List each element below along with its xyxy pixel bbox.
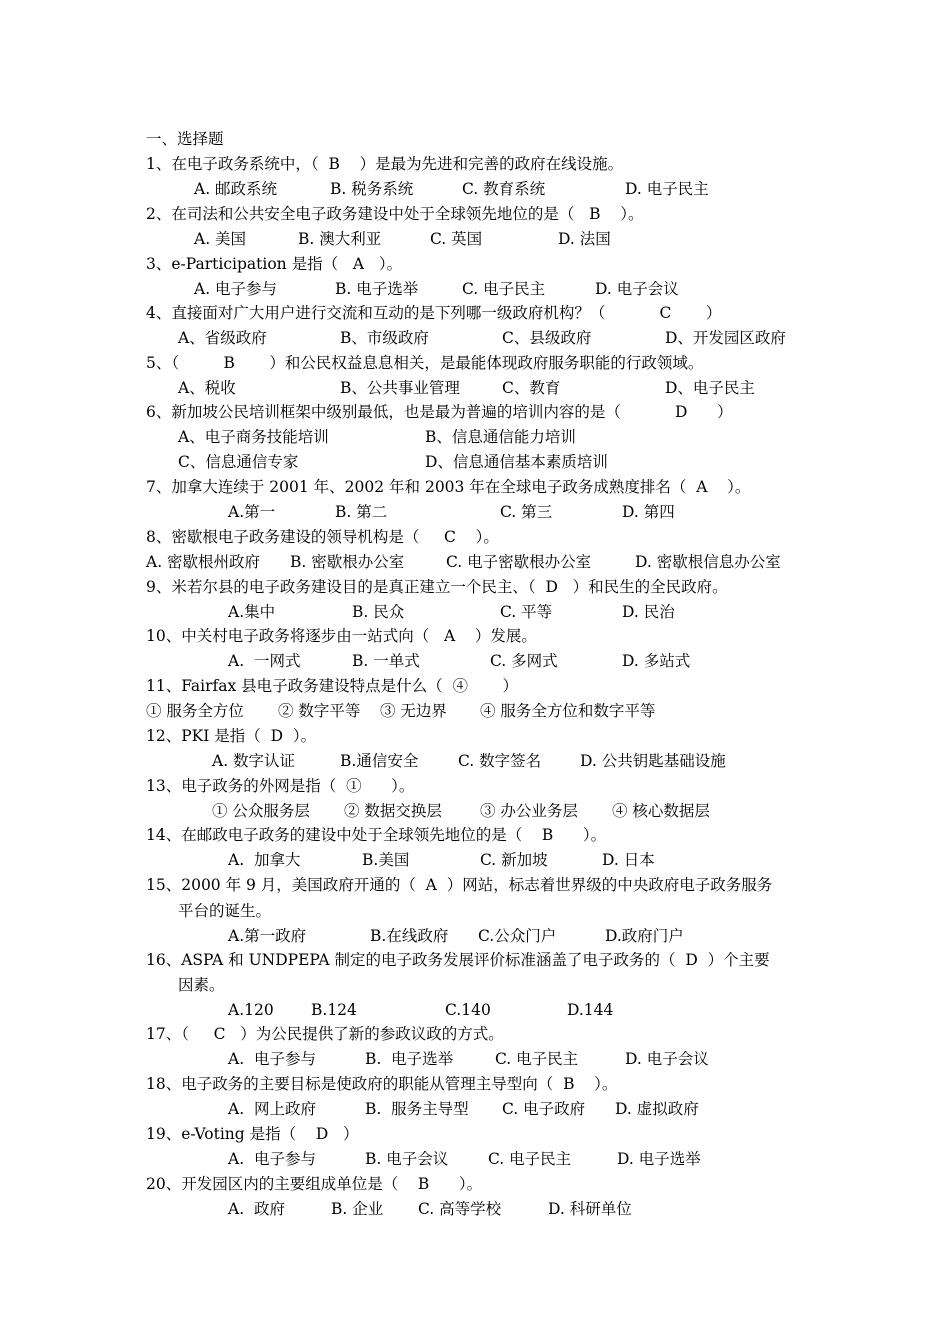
question-3-option-4: D. 电子会议 <box>595 280 679 298</box>
question-14-option-3: C. 新加坡 <box>480 851 548 869</box>
question-16-option-1: A.120 <box>228 1001 274 1019</box>
question-10-option-3: C. 多网式 <box>490 652 558 670</box>
question-8-option-4: D. 密歇根信息办公室 <box>635 553 781 571</box>
question-2-option-4: D. 法国 <box>558 230 611 248</box>
question-12-option-4: D. 公共钥匙基础设施 <box>580 752 726 770</box>
section-title: 一、选择题 <box>146 130 224 148</box>
question-20-option-3: C. 高等学校 <box>418 1200 502 1218</box>
question-17-option-4: D. 电子会议 <box>625 1050 709 1068</box>
question-8-option-3: C. 电子密歇根办公室 <box>446 553 592 571</box>
question-10-stem: 10、中关村电子政务将逐步由一站式向（ A ）发展。 <box>146 627 537 645</box>
question-2-stem: 2、在司法和公共安全电子政务建设中处于全球领先地位的是（ B ）。 <box>146 205 644 223</box>
question-3-option-2: B. 电子选举 <box>335 280 419 298</box>
question-18-option-4: D. 虚拟政府 <box>615 1100 699 1118</box>
question-7-option-3: C. 第三 <box>500 503 553 521</box>
question-15-option-3: C.公众门户 <box>478 927 557 945</box>
question-7-option-1: A.第一 <box>228 503 276 521</box>
question-20-option-4: D. 科研单位 <box>548 1200 632 1218</box>
question-16-stem-continued: 因素。 <box>178 976 225 994</box>
question-5-option-2: B、公共事业管理 <box>340 379 460 397</box>
question-2-option-1: A. 美国 <box>194 230 247 248</box>
question-19-stem: 19、e-Voting 是指（ D ） <box>146 1125 359 1143</box>
question-10-option-1: A. 一网式 <box>228 652 301 670</box>
question-10-option-2: B. 一单式 <box>352 652 420 670</box>
question-17-option-3: C. 电子民主 <box>495 1050 579 1068</box>
question-9-option-1: A.集中 <box>228 603 276 621</box>
question-5-stem: 5、（ B ）和公民权益息息相关，是最能体现政府服务职能的行政领域。 <box>146 354 704 372</box>
question-12-option-2: B.通信安全 <box>340 752 419 770</box>
question-16-option-3: C.140 <box>445 1001 491 1019</box>
question-9-option-3: C. 平等 <box>500 603 553 621</box>
question-11-option-2: ② 数字平等 <box>278 702 361 720</box>
question-8-option-2: B. 密歇根办公室 <box>290 553 405 571</box>
question-4-option-2: B、市级政府 <box>340 329 429 347</box>
question-14-stem: 14、在邮政电子政务的建设中处于全球领先地位的是（ B ）。 <box>146 826 607 844</box>
question-18-option-2: B. 服务主导型 <box>365 1100 469 1118</box>
question-6-stem: 6、新加坡公民培训框架中级别最低，也是最为普遍的培训内容的是（ D ） <box>146 403 733 421</box>
question-13-option-3: ③ 办公业务层 <box>480 802 578 820</box>
question-7-stem: 7、加拿大连续于 2001 年、2002 年和 2003 年在全球电子政务成熟度排名（ A ）。 <box>146 478 751 496</box>
question-17-stem: 17、（ C ）为公民提供了新的参政议政的方式。 <box>146 1025 504 1043</box>
question-4-option-4: D、开发园区政府 <box>665 329 786 347</box>
question-9-option-4: D. 民治 <box>622 603 675 621</box>
question-12-option-3: C. 数字签名 <box>458 752 542 770</box>
question-6-option-3: C、信息通信专家 <box>178 453 299 471</box>
question-1-option-1: A. 邮政系统 <box>194 180 278 198</box>
question-14-option-1: A. 加拿大 <box>228 851 301 869</box>
question-13-option-1: ① 公众服务层 <box>212 802 310 820</box>
question-20-option-1: A. 政府 <box>228 1200 285 1218</box>
question-20-option-2: B. 企业 <box>331 1200 384 1218</box>
question-16-option-4: D.144 <box>567 1001 614 1019</box>
question-9-option-2: B. 民众 <box>352 603 405 621</box>
question-2-option-2: B. 澳大利亚 <box>298 230 382 248</box>
question-15-stem: 15、2000 年 9 月，美国政府开通的（ A ）网站，标志着世界级的中央政府电子政务服务 <box>146 876 773 894</box>
question-4-option-1: A、省级政府 <box>178 329 267 347</box>
question-9-stem: 9、米若尔县的电子政务建设目的是真正建立一个民主、（ D ）和民生的全民政府。 <box>146 578 728 596</box>
question-5-option-4: D、电子民主 <box>665 379 755 397</box>
question-13-option-2: ② 数据交换层 <box>344 802 442 820</box>
question-8-stem: 8、密歇根电子政务建设的领导机构是（ C ）。 <box>146 528 499 546</box>
question-1-stem: 1、在电子政务系统中，（ B ）是最为先进和完善的政府在线设施。 <box>146 155 624 173</box>
question-13-stem: 13、电子政务的外网是指（ ① ）。 <box>146 777 415 795</box>
question-15-option-4: D.政府门户 <box>605 927 684 945</box>
question-18-option-3: C. 电子政府 <box>502 1100 586 1118</box>
question-15-option-1: A.第一政府 <box>228 927 307 945</box>
question-19-option-3: C. 电子民主 <box>488 1150 572 1168</box>
question-11-option-4: ④ 服务全方位和数字平等 <box>480 702 656 720</box>
question-19-option-1: A. 电子参与 <box>228 1150 316 1168</box>
question-4-option-3: C、县级政府 <box>502 329 592 347</box>
question-11-stem: 11、Fairfax 县电子政务建设特点是什么（ ④ ） <box>146 677 519 695</box>
question-12-stem: 12、PKI 是指（ D ）。 <box>146 727 317 745</box>
question-1-option-3: C. 教育系统 <box>462 180 546 198</box>
question-17-option-2: B. 电子选举 <box>365 1050 454 1068</box>
question-12-option-1: A. 数字认证 <box>212 752 296 770</box>
question-3-option-3: C. 电子民主 <box>462 280 546 298</box>
question-15-option-2: B.在线政府 <box>370 927 449 945</box>
question-14-option-4: D. 日本 <box>602 851 655 869</box>
question-6-option-4: D、信息通信基本素质培训 <box>425 453 608 471</box>
question-18-option-1: A. 网上政府 <box>228 1100 316 1118</box>
question-8-option-1: A. 密歇根州政府 <box>146 553 261 571</box>
question-7-option-2: B. 第二 <box>335 503 388 521</box>
question-17-option-1: A. 电子参与 <box>228 1050 316 1068</box>
question-7-option-4: D. 第四 <box>622 503 675 521</box>
question-19-option-4: D. 电子选举 <box>617 1150 701 1168</box>
question-3-stem: 3、e-Participation 是指（ A ）。 <box>146 255 403 273</box>
question-6-option-2: B、信息通信能力培训 <box>425 428 576 446</box>
question-1-option-2: B. 税务系统 <box>330 180 414 198</box>
question-3-option-1: A. 电子参与 <box>194 280 278 298</box>
question-16-stem: 16、ASPA 和 UNDPEPA 制定的电子政务发展评价标准涵盖了电子政务的（ D ）个主要 <box>146 951 770 969</box>
question-15-stem-continued: 平台的诞生。 <box>178 902 272 920</box>
question-13-option-4: ④ 核心数据层 <box>612 802 710 820</box>
question-5-option-3: C、教育 <box>502 379 561 397</box>
question-6-option-1: A、电子商务技能培训 <box>178 428 329 446</box>
question-19-option-2: B. 电子会议 <box>365 1150 449 1168</box>
question-11-option-1: ① 服务全方位 <box>146 702 244 720</box>
question-10-option-4: D. 多站式 <box>622 652 691 670</box>
question-18-stem: 18、电子政务的主要目标是使政府的职能从管理主导型向（ B ）。 <box>146 1075 618 1093</box>
question-14-option-2: B.美国 <box>362 851 410 869</box>
question-20-stem: 20、开发园区内的主要组成单位是（ B ）。 <box>146 1175 483 1193</box>
question-1-option-4: D. 电子民主 <box>625 180 709 198</box>
question-16-option-2: B.124 <box>311 1001 357 1019</box>
question-11-option-3: ③ 无边界 <box>380 702 447 720</box>
question-5-option-1: A、税收 <box>178 379 236 397</box>
question-2-option-3: C. 英国 <box>430 230 483 248</box>
question-4-stem: 4、直接面对广大用户进行交流和互动的是下列哪一级政府机构？（ C ） <box>146 304 722 322</box>
